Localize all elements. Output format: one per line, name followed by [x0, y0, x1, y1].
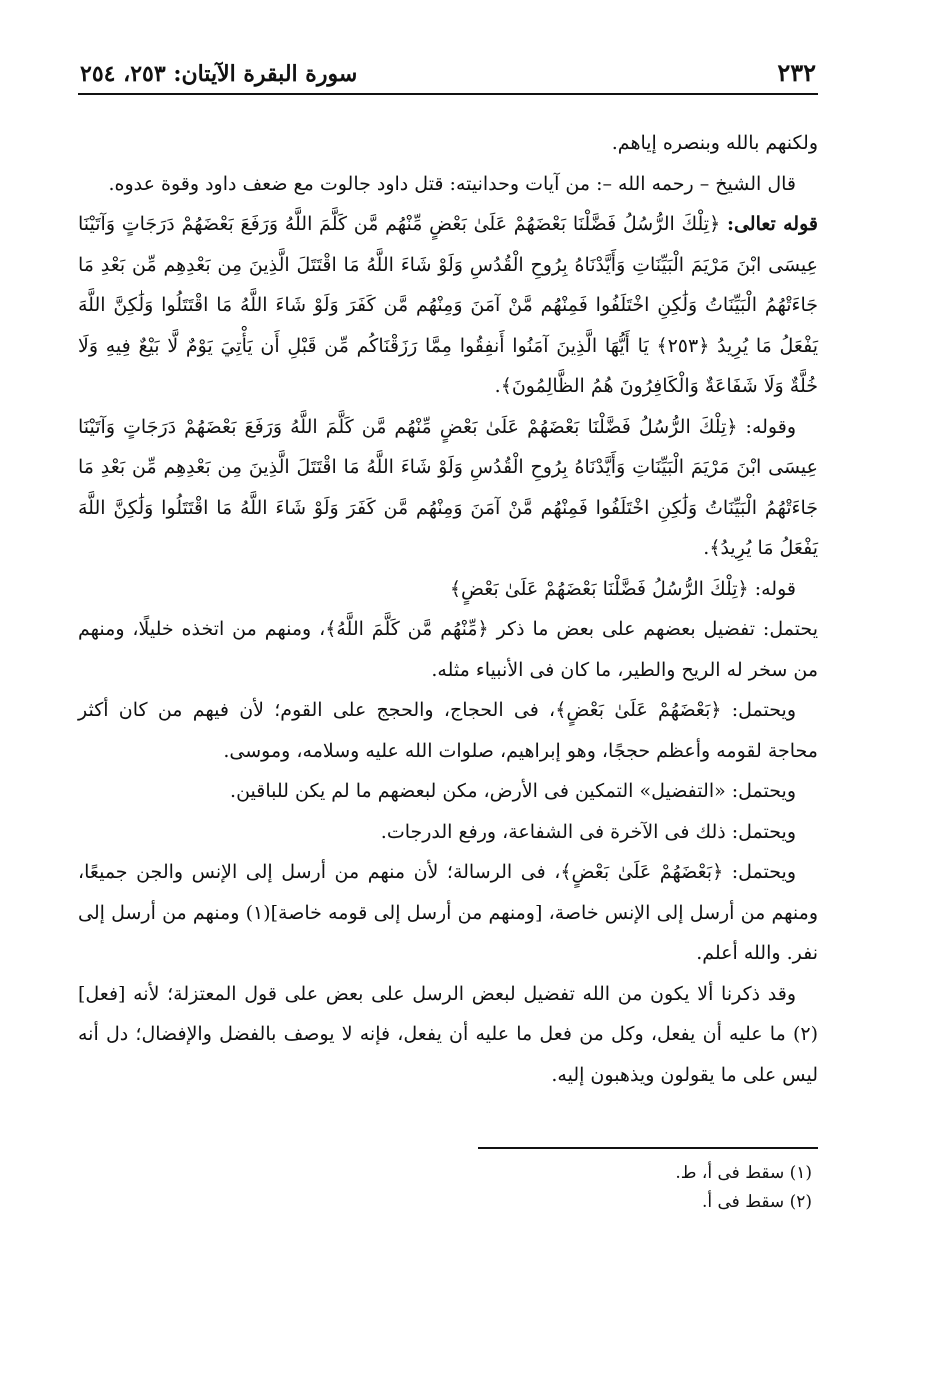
paragraph — [78, 407, 818, 569]
book-page — [78, 50, 818, 1217]
footnote-separator — [478, 1147, 818, 1149]
footnote: (٢) سقط فى أ. — [701, 1192, 812, 1212]
paragraph-text: وقوله: ﴿تِلْكَ الرُّسُلُ فَضَّلْنَا بَعْضَهُمْ عَلَىٰ بَعْضٍ مِّنْهُم مَّن كَلَّمَ اللَّهُ وَرَفَعَ بَعْضَهُمْ دَرَجَاتٍ وَآتَيْنَا عِيسَى ابْنَ مَرْيَمَ الْبَيِّنَاتِ وَأَيَّدْنَاهُ بِرُوحِ الْقُدُسِ وَلَوْ شَاءَ اللَّهُ مَا اقْتَتَلَ الَّذِينَ مِن بَعْدِهِم مِّن بَعْدِ مَا جَاءَتْهُمُ الْبَيِّنَاتُ وَلَٰكِنِ اخْتَلَفُوا فَمِنْهُم مَّنْ آمَنَ وَمِنْهُم مَّن كَفَرَ وَلَوْ شَاءَ اللَّهُ مَا اقْتَتَلُوا وَلَٰكِنَّ اللَّهَ يَفْعَلُ مَا يُرِيدُ﴾. — [78, 415, 818, 559]
footnote: (١) سقط فى أ، ط. — [675, 1163, 812, 1183]
verse-paragraph — [78, 204, 818, 407]
footnotes — [78, 1159, 818, 1217]
paragraph — [78, 690, 818, 771]
paragraph — [78, 852, 818, 974]
paragraph-text: ويحتمل: «التفضيل» التمكين فى الأرض، مكن لبعضهم ما لم يكن للباقين. — [230, 780, 796, 802]
page-number: ٢٣٢ — [777, 58, 816, 87]
running-title: سورة البقرة الآيتان: ٢٥٣، ٢٥٤ — [80, 61, 358, 87]
paragraph — [78, 123, 818, 164]
paragraph — [78, 812, 818, 853]
paragraph-text: ولكنهم بالله وبنصره إياهم. — [611, 132, 818, 154]
paragraph-text: قال الشيخ – رحمه الله –: من آيات وحدانيته: قتل داود جالوت مع ضعف داود وقوة عدوه. — [108, 172, 796, 195]
paragraph-text: قوله: ﴿تِلْكَ الرُّسُلُ فَضَّلْنَا بَعْضَهُمْ عَلَىٰ بَعْضٍ﴾ — [449, 577, 796, 600]
paragraph — [78, 569, 818, 610]
paragraph-text: ويحتمل: ﴿بَعْضَهُمْ عَلَىٰ بَعْضٍ﴾، فى الرسالة؛ لأن منهم من أرسل إلى الإنس والجن جميعًا، ومنهم من أرسل إلى الإنس خاصة، [ومنهم من أرسل إلى قومه خاصة](١) ومنهم من أرسل إلى نفر. والله أعلم. — [78, 861, 818, 964]
paragraph — [78, 164, 818, 205]
paragraph-text: ويحتمل: ذلك فى الآخرة فى الشفاعة، ورفع الدرجات. — [380, 820, 796, 843]
paragraph-lead: قوله تعالى: — [726, 213, 818, 235]
paragraph-text: وقد ذكرنا ألا يكون من الله تفضيل لبعض الرسل على بعض على قول المعتزلة؛ لأنه [فعل](٢) ما عليه أن يفعل، وكل من فعل ما عليه أن يفعل، فإنه لا يوصف بالفضل والإفضال؛ دل أنه ليس على ما يقولون ويذهبون إليه. — [78, 982, 818, 1086]
verse-text: ﴿تِلْكَ الرُّسُلُ فَضَّلْنَا بَعْضَهُمْ عَلَىٰ بَعْضٍ مِّنْهُم مَّن كَلَّمَ اللَّهُ وَرَفَعَ بَعْضَهُمْ دَرَجَاتٍ وَآتَيْنَا عِيسَى ابْنَ مَرْيَمَ الْبَيِّنَاتِ وَأَيَّدْنَاهُ بِرُوحِ الْقُدُسِ وَلَوْ شَاءَ اللَّهُ مَا اقْتَتَلَ الَّذِينَ مِن بَعْدِهِم مِّن بَعْدِ مَا جَاءَتْهُمُ الْبَيِّنَاتُ وَلَٰكِنِ اخْتَلَفُوا فَمِنْهُم مَّنْ آمَنَ وَمِنْهُم مَّن كَفَرَ وَلَوْ شَاءَ اللَّهُ مَا اقْتَتَلُوا وَلَٰكِنَّ اللَّهَ يَفْعَلُ مَا يُرِيدُ ﴿٢٥٣﴾ يَا أَيُّهَا الَّذِينَ آمَنُوا أَنفِقُوا مِمَّا رَزَقْنَاكُم مِّن قَبْلِ أَن يَأْتِيَ يَوْمٌ لَّا بَيْعٌ فِيهِ وَلَا خُلَّةٌ وَلَا شَفَاعَةٌ وَالْكَافِرُونَ هُمُ الظَّالِمُونَ﴾. — [78, 213, 818, 397]
paragraph — [78, 974, 818, 1096]
paragraph-text: يحتمل: تفضيل بعضهم على بعض ما ذكر ﴿مِّنْهُم مَّن كَلَّمَ اللَّهُ﴾، ومنهم من اتخذه خليلًا، ومنهم من سخر له الريح والطير، ما كان فى الأنبياء مثله. — [78, 618, 818, 681]
paragraph-text: ويحتمل: ﴿بَعْضَهُمْ عَلَىٰ بَعْضٍ﴾، فى الحجاج، والحجج على القوم؛ لأن فيهم من كان أكثر محاجة لقومه وأعظم حججًا، وهو إبراهيم، صلوات الله عليه وسلامه، وموسى. — [78, 699, 818, 762]
paragraph — [78, 771, 818, 812]
page-header — [78, 50, 818, 95]
main-text — [78, 123, 818, 1095]
paragraph — [78, 609, 818, 690]
